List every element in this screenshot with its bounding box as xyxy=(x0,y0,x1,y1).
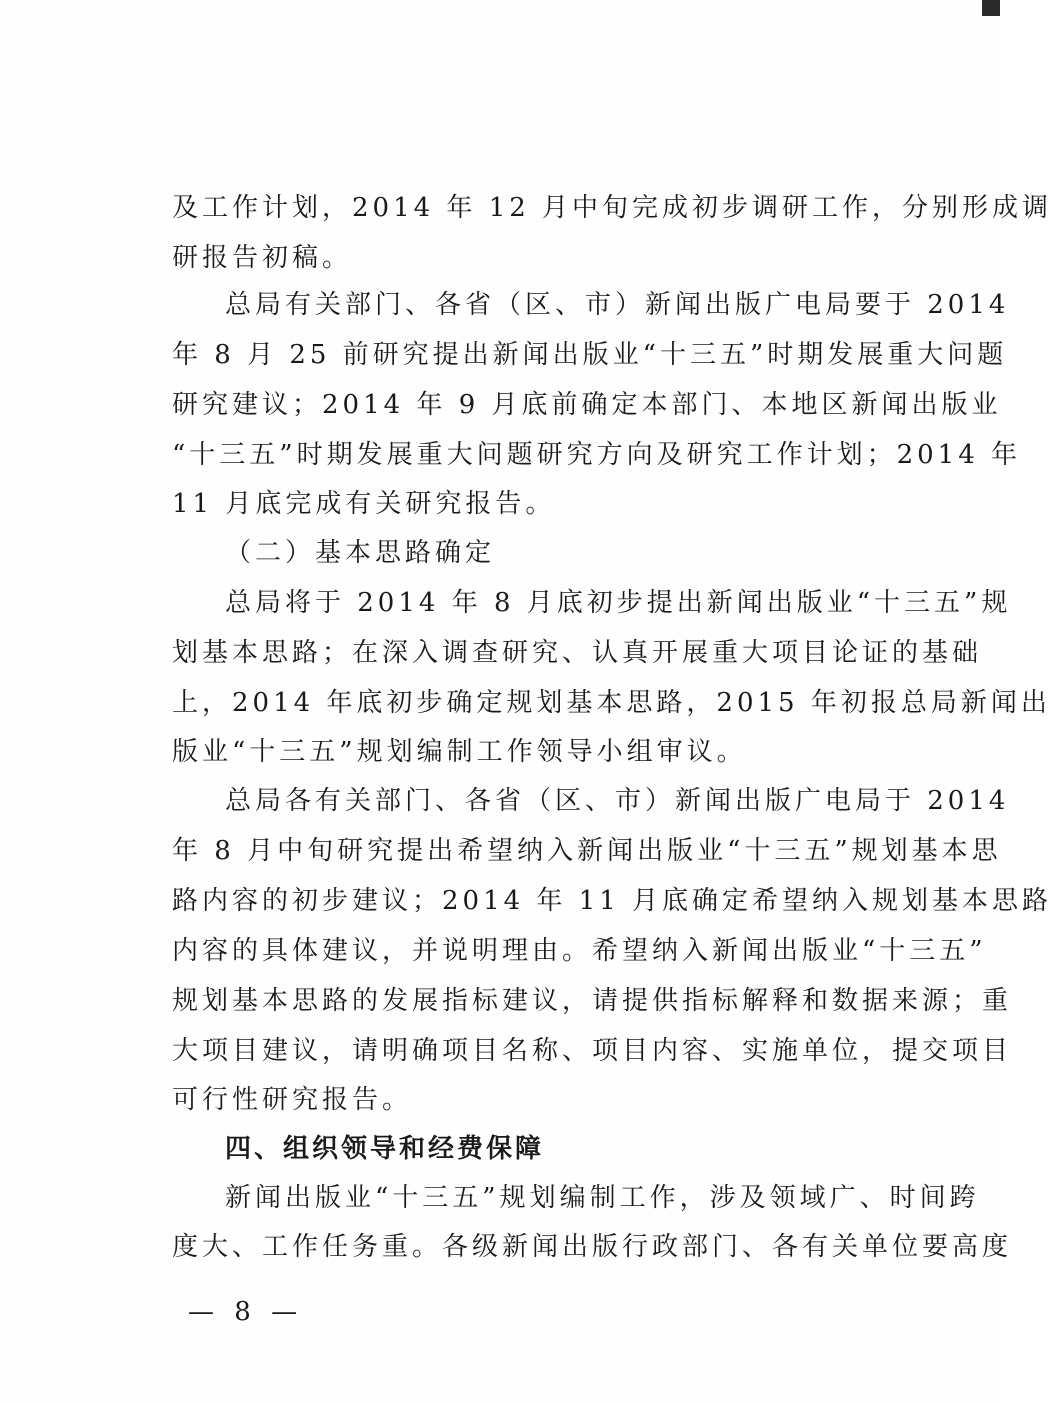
scan-corner-mark xyxy=(982,0,1000,16)
section-subheading: （二）基本思路确定 xyxy=(225,538,496,568)
text-line: 度大、工作任务重。各级新闻出版行政部门、各有关单位要高度 xyxy=(172,1232,1013,1262)
text-line: 内容的具体建议，并说明理由。希望纳入新闻出版业“十三五” xyxy=(172,936,987,966)
text-line: 路内容的初步建议；2014 年 11 月底确定希望纳入规划基本思路 xyxy=(172,886,1052,916)
text-line: 上，2014 年底初步确定规划基本思路，2015 年初报总局新闻出 xyxy=(172,688,1051,718)
page-number: — 8 — xyxy=(188,1297,304,1327)
text-line: 总局将于 2014 年 8 月底初步提出新闻出版业“十三五”规 xyxy=(225,588,1012,618)
text-line: 总局各有关部门、各省（区、市）新闻出版广电局于 2014 xyxy=(225,786,1010,816)
text-line: 规划基本思路的发展指标建议，请提供指标解释和数据来源；重 xyxy=(172,986,1013,1016)
text-line: “十三五”时期发展重大问题研究方向及研究工作计划；2014 年 xyxy=(172,440,1022,470)
text-line: 总局有关部门、各省（区、市）新闻出版广电局要于 2014 xyxy=(225,290,1010,320)
text-line: 研报告初稿。 xyxy=(172,243,353,273)
text-line: 研究建议；2014 年 9 月底前确定本部门、本地区新闻出版业 xyxy=(172,390,1002,420)
text-line: 年 8 月中旬研究提出希望纳入新闻出版业“十三五”规划基本思 xyxy=(172,836,1002,866)
text-line: 可行性研究报告。 xyxy=(172,1085,413,1115)
text-line: 11 月底完成有关研究报告。 xyxy=(172,489,556,519)
text-line: 及工作计划，2014 年 12 月中旬完成初步调研工作，分别形成调 xyxy=(172,193,1052,223)
text-line: 大项目建议，请明确项目名称、项目内容、实施单位，提交项目 xyxy=(172,1036,1013,1066)
text-line: 版业“十三五”规划编制工作领导小组审议。 xyxy=(172,737,747,767)
text-line: 新闻出版业“十三五”规划编制工作，涉及领域广、时间跨 xyxy=(225,1183,980,1213)
section-heading: 四、组织领导和经费保障 xyxy=(225,1134,545,1164)
text-line: 年 8 月 25 前研究提出新闻出版业“十三五”时期发展重大问题 xyxy=(172,340,1008,370)
text-line: 划基本思路；在深入调查研究、认真开展重大项目论证的基础 xyxy=(172,638,983,668)
